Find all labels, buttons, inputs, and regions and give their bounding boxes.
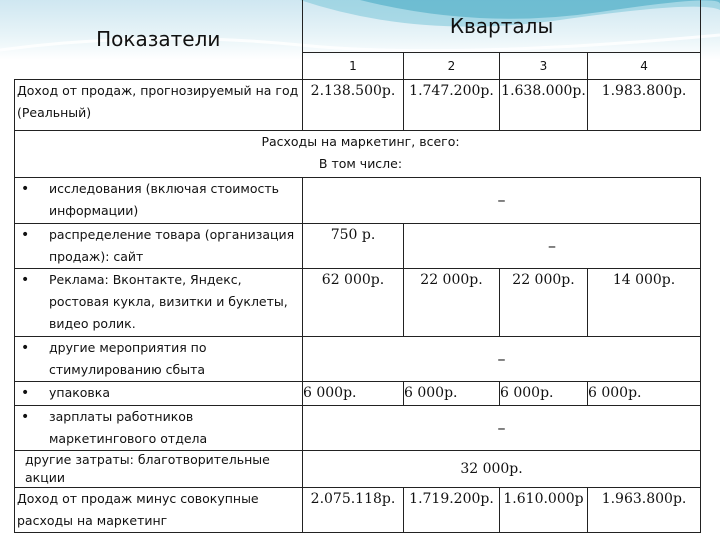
distribution-rest: – [404,223,701,268]
net-income-q4: 1.963.800р. [588,487,701,532]
table-row [15,336,701,381]
research-value: – [303,177,701,223]
other-costs-value: 32 000р. [303,450,701,487]
marketing-budget-table [14,0,701,533]
other-promo-label: другие мероприятия по стимулированию сбыта [49,339,207,377]
advertising-label: Реклама: Вконтакте, Яндекс, ростовая кукла, визитки и буклеты, видео ролик. [49,271,288,331]
table-row [15,405,701,450]
income-forecast-q2: 1.747.200р. [404,79,500,130]
header-quarters: Кварталы [303,0,701,52]
advertising-q1: 62 000р. [303,268,404,336]
bullet-icon [21,337,49,381]
bullet-icon [21,178,49,222]
table-row [15,79,701,130]
header-indicators: Показатели [15,0,303,79]
table-row [15,487,701,532]
bullet-icon [21,224,49,268]
table-row [15,450,701,487]
bullet-icon [21,382,49,404]
quarter-3-header: 3 [500,52,588,79]
marketing-total-label: Расходы на маркетинг, всего: [261,133,460,149]
packaging-q2: 6 000р. [404,381,500,405]
table-row [15,177,701,223]
advertising-q4: 14 000р. [588,268,701,336]
packaging-q3: 6 000р. [500,381,588,405]
other-costs-text: другие затраты: благотворительные акции [25,451,270,485]
packaging-q1: 6 000р. [303,381,404,405]
packaging-q4: 6 000р. [588,381,701,405]
quarter-2-header: 2 [404,52,500,79]
net-income-q1: 2.075.118р. [303,487,404,532]
other-costs-label [15,450,303,487]
income-forecast-q4: 1.983.800р. [588,79,701,130]
advertising-q2: 22 000р. [404,268,500,336]
distribution-label: распределение товара (организация продаж): сайт [49,226,295,264]
table-row [15,130,701,177]
income-forecast-label: Доход от продаж, прогнозируемый на год (Реальный) [15,79,303,130]
table-row [15,381,701,405]
income-forecast-q1: 2.138.500р. [303,79,404,130]
net-income-label: Доход от продаж минус совокупные расходы на маркетинг [15,487,303,532]
table-row [15,223,701,268]
net-income-q2: 1.719.200р. [404,487,500,532]
salaries-label: зарплаты работников маркетингового отдела [49,408,208,446]
bullet-icon [21,406,49,450]
distribution-q1: 750 р. [303,223,404,268]
quarter-1-header: 1 [303,52,404,79]
research-label: исследования (включая стоимость информации) [49,180,280,218]
packaging-label: упаковка [49,384,111,400]
quarter-4-header: 4 [588,52,701,79]
income-forecast-q3: 1.638.000р. [500,79,588,130]
net-income-q3: 1.610.000р [500,487,588,532]
marketing-total-sublabel: В том числе: [318,155,403,171]
other-promo-value: – [303,336,701,381]
bullet-icon [21,269,49,335]
table-row [15,268,701,336]
salaries-value: – [303,405,701,450]
advertising-q3: 22 000р. [500,268,588,336]
